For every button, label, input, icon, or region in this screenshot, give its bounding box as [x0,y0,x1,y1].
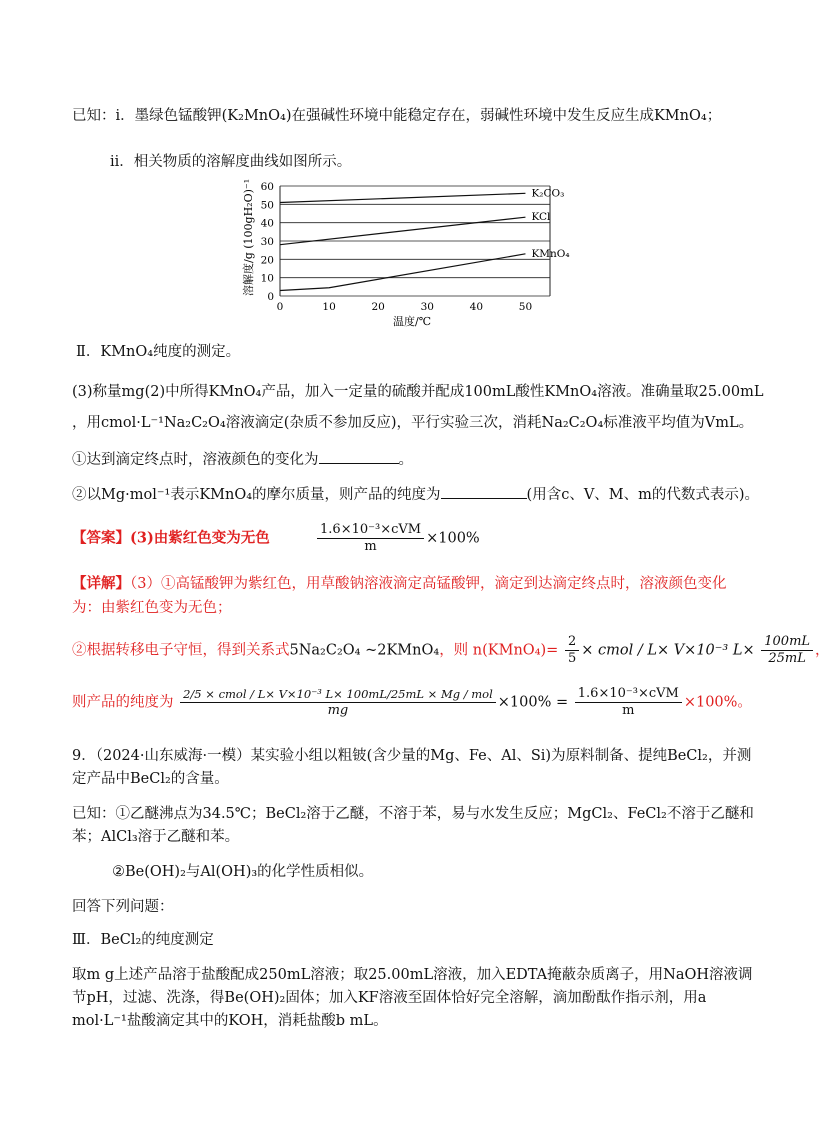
frac-num: 2 [565,634,579,651]
chart-ylabel: 溶解度/g (100gH₂O)⁻¹ [242,178,255,296]
known-i: 已知：i．墨绿色锰酸钾(K₂MnO₄)在强碱性环境中能稳定存在，弱碱性环境中发生反应生成KMnO₄； [72,108,722,124]
detail-relation: 5Na₂C₂O₄ ~2KMnO₄ [289,642,440,659]
answer-head: 【答案】 [72,529,130,547]
detail-line-4-a: 则产品的纯度为 [72,694,174,711]
frac-num: 1.6×10⁻³×cVM [575,686,682,703]
section-2-heading: Ⅱ．KMnO₄纯度的测定。 [76,344,241,360]
x-tick-label: 50 [518,301,533,313]
q9-para-2: 节pH，过滤、洗涤，得Be(OH)₂固体；加入KF溶液至固体恰好完全溶解，滴加酚酞作指示剂，用a [72,990,707,1006]
x-tick-label: 30 [420,301,434,313]
y-tick-label: 40 [260,217,274,230]
detail-line-1 [72,574,726,594]
detail-frac-ml [761,634,813,667]
frac-num: 2/5 × cmol / L× V×10⁻³ L× 100mL/25mL × Mg / mol [180,686,496,703]
y-tick-label: 10 [260,272,274,285]
detail-line-4 [72,686,752,719]
series-label: KMnO₄ [531,247,570,260]
chart-grid [280,186,550,296]
frac-den: m [622,703,635,718]
y-tick-label: 0 [267,291,274,303]
x-tick-label: 10 [322,301,336,313]
detail-line-3-mid: × cmol / L× V×10⁻³ L× [581,642,755,659]
detail-line-3-end: ， [815,642,830,659]
q9-answer-prompt: 回答下列问题： [72,899,174,915]
q3-sub-2-text: ②以Mg·mol⁻¹表示KMnO₄的摩尔质量，则产品的纯度为 [72,487,441,503]
detail-line-3 [72,634,830,667]
frac-den: mg [327,703,349,718]
detail-line-4-b: ×100% = [497,694,569,711]
detail-head: 【详解】 [72,575,130,592]
detail-line-3-a: ②根据转移电子守恒，得到关系式 [72,642,290,659]
q3-sub-2-end: (用含c、V、M、m的代数式表示)。 [526,487,760,503]
series-label: K₂CO₃ [531,187,565,200]
detail-line-2: 为：由紫红色变为无色； [72,600,232,616]
answer-text: (3)由紫红色变为无色 [130,529,270,547]
q9-para-1: 取m g上述产品溶于盐酸配成250mL溶液；取25.00mL溶液，加入EDTA掩蔽杂质离子，用NaOH溶液调 [72,967,753,983]
answer-blank-2 [441,484,527,499]
answer-formula-num: 1.6×10⁻³×cVM [317,522,424,539]
answer-blank-1 [319,449,399,464]
chart-series [280,187,570,290]
y-tick-label: 20 [260,254,274,267]
detail-line-4-c: ×100%。 [683,694,752,711]
q9-known-2: 苯；AlCl₃溶于乙醚和苯。 [72,829,240,845]
q3-sub-1 [72,449,413,470]
detail-purity-frac [180,686,496,719]
answer-formula-tail: ×100% [426,530,480,547]
q3-sub-1-end: 。 [398,452,413,468]
q3-sub-1-text: ①达到滴定终点时，溶液颜色的变化为 [72,452,319,468]
x-tick-label: 40 [469,301,484,313]
series-line [280,193,525,202]
answer-formula [317,522,424,555]
known-ii: ii．相关物质的溶解度曲线如图所示。 [110,154,352,170]
frac-den: 5 [567,651,577,666]
section-3-heading: Ⅲ．BeCl₂的纯度测定 [72,932,214,948]
q9-known-3: ②Be(OH)₂与Al(OH)₃的化学性质相似。 [112,864,374,880]
detail-result-frac [575,686,682,719]
chart-ticks [261,181,533,313]
x-tick-label: 20 [371,301,385,313]
answer-formula-den: m [364,539,377,554]
q3-line-1: (3)称量mg(2)中所得KMnO₄产品，加入一定量的硫酸并配成100mL酸性KMnO₄溶液。准确量取25.00mL [72,384,764,400]
solubility-chart [230,178,590,328]
series-label: KCl [531,211,551,224]
series-line [280,217,525,244]
q9-line-2: 定产品中BeCl₂的含量。 [72,771,229,787]
q9-known-1: 已知：①乙醚沸点为34.5℃；BeCl₂溶于乙醚，不溶于苯，易与水发生反应；MgCl₂、FeCl₂不溶于乙醚和 [72,806,754,822]
frac-den: 25mL [768,651,806,666]
x-tick-label: 0 [276,301,284,313]
frac-num: 100mL [761,634,813,651]
q3-sub-2 [72,484,759,505]
y-tick-label: 60 [260,181,274,193]
y-tick-label: 30 [260,236,274,248]
q9-line-1: 9．（2024·山东威海·一模）某实验小组以粗铍(含少量的Mg、Fe、Al、Si)为原料制备、提纯BeCl₂，并测 [72,748,752,764]
answer-line [72,522,480,555]
detail-text-1: （3）①高锰酸钾为紫红色，用草酸钠溶液滴定高锰酸钾，滴定到达滴定终点时，溶液颜色变化 [130,576,727,592]
chart-xlabel: 温度/℃ [393,315,432,328]
detail-line-3-b: ，则 n(KMnO₄)= [439,642,559,659]
detail-frac-2-5 [565,634,579,667]
q9-para-3: mol·L⁻¹盐酸滴定其中的KOH，消耗盐酸b mL。 [72,1013,388,1029]
q3-line-2: ，用cmol·L⁻¹Na₂C₂O₄溶液滴定(杂质不参加反应)，平行实验三次，消耗Na₂C₂O₄标准液平均值为VmL。 [72,415,754,431]
y-tick-label: 50 [260,199,274,212]
